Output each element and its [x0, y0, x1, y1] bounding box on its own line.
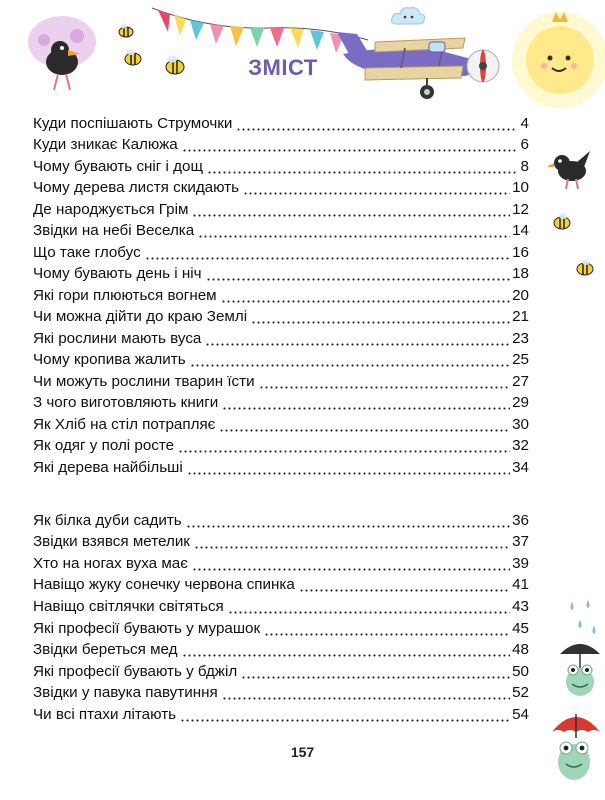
bee-icon [551, 212, 573, 230]
toc-entry-page: 34 [512, 458, 529, 476]
bee-icon [162, 54, 188, 76]
dot-leader [251, 307, 510, 324]
toc-entry-title: Хто на ногах вуха має [33, 554, 188, 572]
dot-leader [222, 393, 510, 410]
toc-entry-page: 20 [512, 286, 529, 304]
bee-icon [116, 22, 136, 38]
toc-entry-page: 21 [512, 308, 529, 325]
toc-entry[interactable] [33, 660, 529, 682]
toc-entry[interactable] [33, 198, 529, 220]
dot-leader [241, 662, 510, 679]
toc-entry[interactable] [33, 177, 529, 199]
toc-entry-page: 37 [512, 533, 529, 551]
toc-entry-title: З чого виготовляють книги [33, 394, 219, 411]
toc-entry-title: Як білка дуби садить [33, 511, 182, 529]
toc-entry-page: 50 [512, 662, 529, 680]
toc-entry[interactable] [33, 241, 529, 263]
dot-leader [192, 554, 510, 571]
toc-entry[interactable] [33, 574, 529, 596]
toc-entry-title: Звідки на небі Веселка [33, 222, 195, 239]
toc-entry-page: 23 [512, 329, 529, 347]
toc-entry[interactable] [33, 284, 529, 306]
toc-title-banner [233, 48, 333, 88]
toc-entry-title: Які рослини мають вуса [33, 329, 202, 347]
dot-leader [187, 458, 510, 475]
dot-leader [190, 350, 510, 367]
toc-entry[interactable] [33, 531, 529, 553]
toc-entry[interactable] [33, 456, 529, 478]
toc-entry-page: 8 [520, 157, 529, 175]
toc-entry-title: Звідки у павука павутиння [33, 684, 218, 702]
toc-entry[interactable] [33, 327, 529, 349]
toc-entry-title: Куди зникає Калюжа [33, 136, 178, 153]
toc-entry-page: 43 [512, 597, 529, 615]
toc-entry[interactable] [33, 306, 529, 328]
toc-entry-title: Навіщо жуку сонечку червона спинка [33, 576, 295, 594]
toc-entry-title: Як одяг у полі росте [33, 437, 175, 454]
toc-entry[interactable] [33, 595, 529, 617]
toc-entry-page: 36 [512, 511, 529, 529]
dot-leader [186, 511, 510, 528]
dot-leader [299, 575, 510, 592]
toc-entry-title: Які гори плюються вогнем [33, 286, 217, 304]
dot-leader [207, 157, 517, 174]
toc-entry-title: Які професії бувають у бджіл [33, 662, 238, 680]
toc-entry[interactable] [33, 509, 529, 531]
toc-entry-page: 25 [512, 351, 529, 368]
bee-icon [574, 258, 596, 276]
toc-entry-title: Чому бувають сніг і дощ [33, 157, 203, 175]
toc-entry-page: 27 [512, 372, 529, 390]
toc-entry-title: Чому дерева листя скидають [33, 179, 240, 196]
toc-entry-title: Що таке глобус [33, 243, 141, 261]
dot-leader [145, 243, 510, 260]
crow-icon [22, 10, 102, 96]
toc-entry[interactable] [33, 552, 529, 574]
dot-leader [194, 532, 510, 549]
toc-entry-page: 30 [512, 415, 529, 433]
toc-entry[interactable] [33, 263, 529, 285]
toc-entry-page: 16 [512, 243, 529, 261]
page-title: ЗМІСТ [248, 55, 318, 80]
toc-entry[interactable] [33, 413, 529, 435]
dot-leader [178, 436, 510, 453]
toc-entry[interactable] [33, 617, 529, 639]
toc-entry[interactable] [33, 639, 529, 661]
dot-leader [192, 200, 510, 217]
toc-entry-page: 4 [520, 114, 529, 132]
toc-entry-title: Звідки взявся метелик [33, 533, 190, 551]
dot-leader [222, 683, 510, 700]
dot-leader [228, 597, 510, 614]
toc-entry-page: 12 [512, 200, 529, 218]
toc-entry-page: 45 [512, 619, 529, 637]
toc-entry-title: Чи всі птахи літають [33, 705, 177, 723]
dot-leader [206, 264, 511, 281]
toc-entry-title: Де народжується Грім [33, 200, 189, 218]
dot-leader [219, 415, 510, 432]
toc-entry-title: Куди поспішають Струмочки [33, 114, 233, 132]
toc-entry-page: 39 [512, 554, 529, 572]
toc-entry-page: 10 [512, 179, 529, 196]
toc-entry-page: 29 [512, 394, 529, 411]
toc-entry-title: Чи можна дійти до краю Землі [33, 308, 248, 325]
toc-entry-page: 18 [512, 265, 529, 282]
toc-entry[interactable] [33, 220, 529, 242]
toc-entry-page: 52 [512, 684, 529, 702]
toc-entry-page: 6 [520, 136, 529, 153]
toc-entry-page: 32 [512, 437, 529, 454]
toc-entry-page: 41 [512, 576, 529, 594]
toc-entry-title: Звідки береться мед [33, 641, 178, 659]
toc-entry-title: Як Хліб на стіл потрапляє [33, 415, 216, 433]
toc-entry-page: 48 [512, 641, 529, 659]
toc-entry-title: Чи можуть рослини тварин їсти [33, 372, 255, 390]
toc-entry[interactable] [33, 392, 529, 414]
toc-entry-title: Які професії бувають у мурашок [33, 619, 261, 637]
dot-leader [221, 286, 510, 303]
dot-leader [259, 372, 511, 389]
toc-entry[interactable] [33, 349, 529, 371]
toc-entry[interactable] [33, 370, 529, 392]
page-number: 157 [290, 744, 315, 760]
frog-icon [556, 638, 604, 704]
toc-entry[interactable] [33, 703, 529, 725]
dot-leader [198, 221, 510, 238]
toc-entry-title: Чому бувають день і ніч [33, 265, 202, 282]
dot-leader [236, 114, 517, 131]
toc-entry[interactable] [33, 134, 529, 156]
toc-entry-page: 54 [512, 705, 529, 723]
toc-entry-title: Які дерева найбільші [33, 458, 183, 476]
crow-icon [548, 145, 592, 191]
dot-leader [180, 705, 510, 722]
dot-leader [243, 178, 510, 195]
toc-entry[interactable] [33, 155, 529, 177]
toc-entry-title: Навіщо світлячки світяться [33, 597, 224, 615]
dot-leader [205, 329, 510, 346]
sun-icon [502, 0, 605, 110]
airplane-icon [335, 14, 505, 104]
toc-entry-title: Чому кропива жалить [33, 351, 186, 368]
toc-entry-page: 14 [512, 222, 529, 239]
dot-leader [182, 640, 511, 657]
bee-icon [122, 48, 144, 66]
dot-leader [182, 135, 517, 152]
dot-leader [264, 619, 510, 636]
toc-entry[interactable] [33, 112, 529, 134]
toc-entry[interactable] [33, 682, 529, 704]
toc-entry[interactable] [33, 435, 529, 457]
